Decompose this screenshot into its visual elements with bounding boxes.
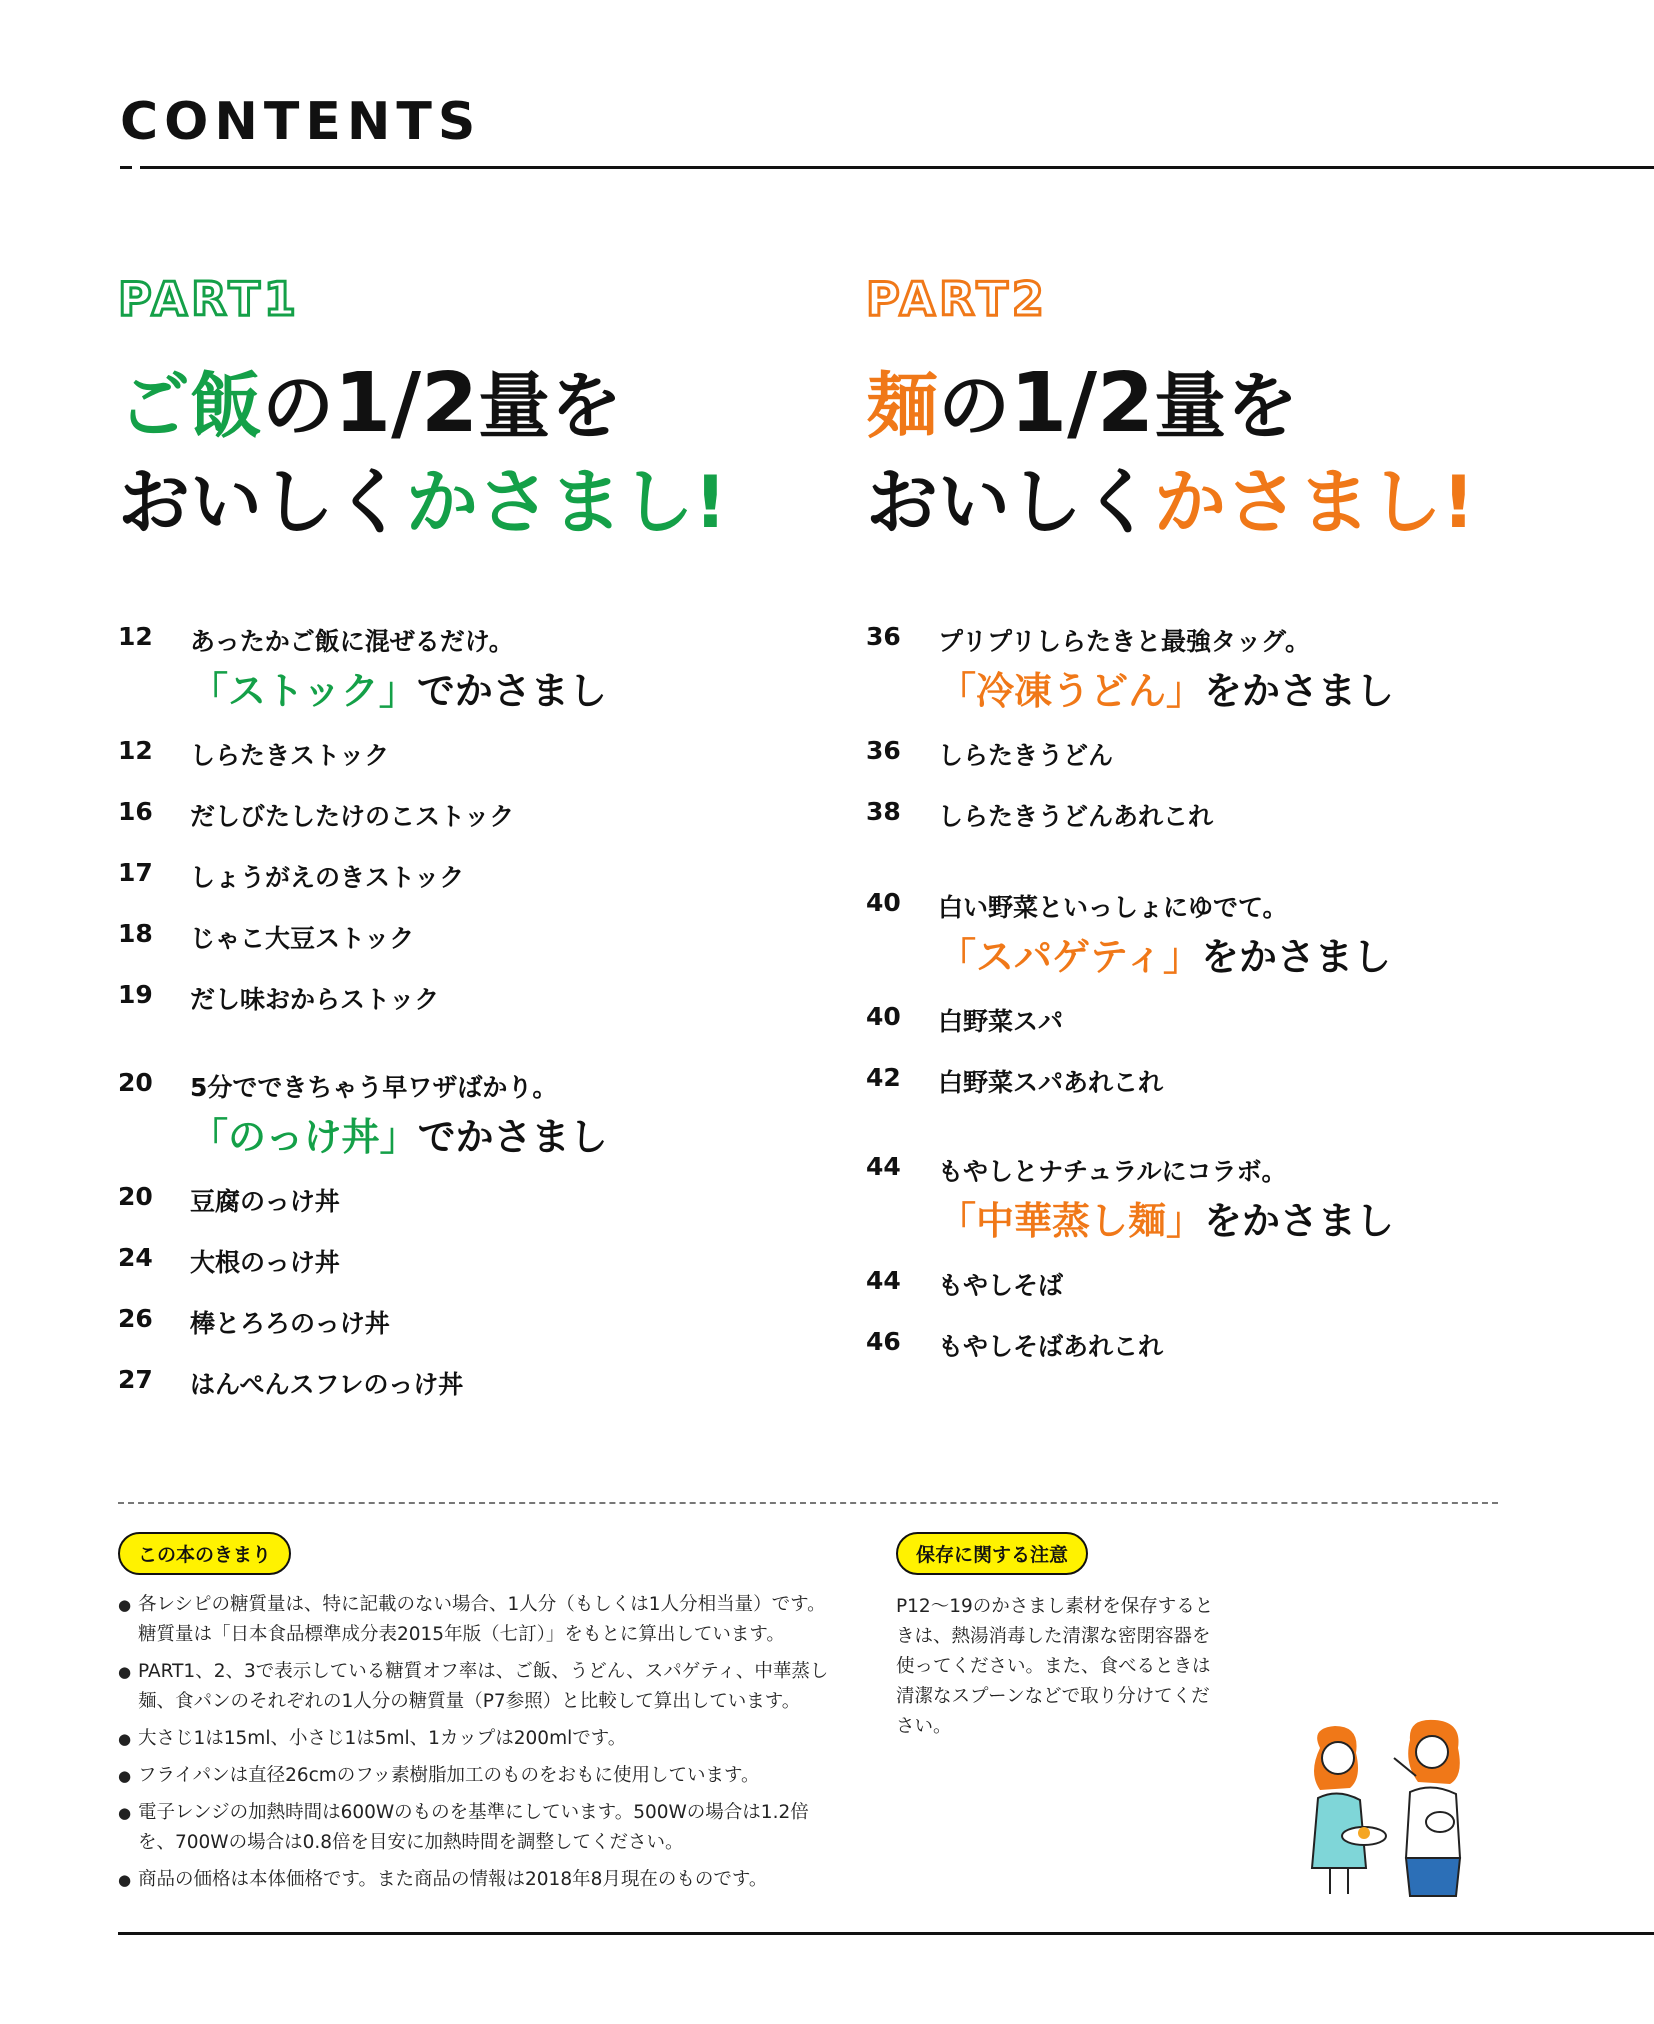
part2-headline-keyword: 麺 (866, 364, 939, 448)
section-heading[interactable] (190, 1106, 608, 1161)
bowl-shape (1426, 1812, 1454, 1832)
headline-text: 量を (478, 364, 623, 448)
rules-item: ● 各レシピの糖質量は、特に記載のない場合、1人分（もしくは1人分相当量）です。糖質量は「日本食品標準成分表2015年版（七訂）」をもとに算出しています。 (118, 1590, 838, 1650)
page-number: 46 (866, 1327, 901, 1356)
toc-item-text: しらたきうどんあれこれ (938, 802, 1214, 831)
section-keyword: 「のっけ丼」 (190, 1115, 418, 1159)
page-number: 44 (866, 1266, 901, 1295)
section-heading-tail: をかさまし (1200, 935, 1391, 979)
section-keyword: 「中華蒸し麺」 (938, 1199, 1205, 1243)
toc-item-text: だし味おからストック (190, 985, 440, 1014)
page-number: 40 (866, 1002, 901, 1031)
food-shape (1358, 1827, 1370, 1839)
face-shape (1416, 1736, 1448, 1768)
rules-item: ● フライパンは直径26cmのフッ素樹脂加工のものをおもに使用しています。 (118, 1761, 838, 1791)
rules-item: ● 電子レンジの加熱時間は600Wのものを基準にしています。500Wの場合は1.2倍を、700Wの場合は0.8倍を目安に加熱時間を調整してください。 (118, 1798, 838, 1858)
section-heading-tail: でかさまし (417, 1115, 608, 1159)
pants-shape (1406, 1858, 1460, 1896)
headline-text: おいしく (118, 460, 407, 544)
headline-text: の (262, 364, 335, 448)
page-number: 36 (866, 622, 901, 651)
section-lead-text: もやしとナチュラルにコラボ。 (938, 1157, 1287, 1186)
section-lead-text: 白い野菜といっしょにゆでて。 (938, 893, 1288, 922)
toc-item-text: 白野菜スパあれこれ (938, 1068, 1164, 1097)
page-number: 36 (866, 736, 901, 765)
section-heading[interactable] (938, 660, 1394, 715)
rules-list (118, 1590, 838, 1902)
section-lead-text: 5分でできちゃう早ワザばかり。 (190, 1073, 558, 1102)
face-shape (1322, 1742, 1354, 1774)
part1-label: PART1 (118, 272, 300, 326)
page-number: 18 (118, 919, 153, 948)
rules-item: ● PART1、2、3で表示している糖質オフ率は、ご飯、うどん、スパゲティ、中華蒸し麺、食パンのそれぞれの1人分の糖質量（P7参照）と比較して算出しています。 (118, 1657, 838, 1717)
headline-text: おいしく (866, 460, 1155, 544)
footer-rule (118, 1932, 1654, 1935)
toc-item-text: 棒とろろのっけ丼 (190, 1309, 390, 1338)
storage-title-badge: 保存に関する注意 (896, 1532, 1088, 1575)
headline-text: の (938, 364, 1011, 448)
toc-item-text: 大根のっけ丼 (190, 1248, 340, 1277)
page-number: 12 (118, 622, 153, 651)
toc-item-text: 白野菜スパ (938, 1007, 1064, 1036)
page-number: 42 (866, 1063, 901, 1092)
page-number: 26 (118, 1304, 153, 1333)
page-number: 20 (118, 1182, 153, 1211)
section-keyword: 「冷凍うどん」 (938, 669, 1205, 713)
section-heading-tail: をかさまし (1204, 1199, 1395, 1243)
section-lead-text: あったかご飯に混ぜるだけ。 (190, 627, 514, 656)
section-keyword: 「スパゲティ」 (938, 935, 1201, 979)
rules-item: ● 商品の価格は本体価格です。また商品の情報は2018年8月現在のものです。 (118, 1865, 838, 1895)
toc-item-text: もやしそば (938, 1271, 1064, 1300)
rules-item: ● 大さじ1は15ml、小さじ1は5ml、1カップは200mlです。 (118, 1724, 838, 1754)
section-keyword: 「ストック」 (190, 669, 417, 713)
page-number: 40 (866, 888, 901, 917)
toc-item-text: しらたきストック (190, 741, 390, 770)
toc-item-text: だしびたしたけのこストック (190, 802, 515, 831)
section-heading-tail: をかさまし (1204, 669, 1395, 713)
headline-text: 量を (1154, 364, 1299, 448)
page-number: 24 (118, 1243, 153, 1272)
women-eating-illustration (1290, 1718, 1480, 1898)
section-heading[interactable] (938, 1190, 1394, 1245)
rules-title-badge: この本のきまり (118, 1532, 291, 1575)
page-number: 38 (866, 797, 901, 826)
storage-text: P12〜19のかさまし素材を保存するときは、熱湯消毒した清潔な密閉容器を使ってください。また、食べるときは清潔なスプーンなどで取り分けてください。 (896, 1596, 1214, 1737)
part2-label: PART2 (866, 272, 1048, 326)
page-title: CONTENTS (120, 92, 482, 152)
section-lead-text: プリプリしらたきと最強タッグ。 (938, 627, 1311, 656)
page-number: 16 (118, 797, 153, 826)
part1-headline-keyword: ご飯 (118, 364, 263, 448)
section-heading[interactable] (938, 926, 1391, 981)
headline-fraction: 1/2 (1010, 356, 1155, 451)
page-number: 27 (118, 1365, 153, 1394)
toc-item-text: はんぺんスフレのっけ丼 (190, 1370, 464, 1399)
page-number: 20 (118, 1068, 153, 1097)
toc-item-text: しらたきうどん (938, 741, 1114, 770)
toc-item-text: じゃこ大豆ストック (190, 924, 415, 953)
section-heading-tail: でかさまし (416, 669, 607, 713)
page-number: 12 (118, 736, 153, 765)
dotted-divider (118, 1502, 1498, 1504)
toc-item-text: 豆腐のっけ丼 (190, 1187, 340, 1216)
page-number: 17 (118, 858, 153, 887)
page-number: 19 (118, 980, 153, 1009)
page-number: 44 (866, 1152, 901, 1181)
headline-fraction: 1/2 (334, 356, 479, 451)
toc-item-text: しょうがえのきストック (190, 863, 465, 892)
part2-headline-accent: かさまし! (1154, 460, 1475, 544)
toc-item-text: もやしそばあれこれ (938, 1332, 1164, 1361)
section-heading[interactable] (190, 660, 607, 715)
part1-headline-accent: かさまし! (406, 460, 727, 544)
